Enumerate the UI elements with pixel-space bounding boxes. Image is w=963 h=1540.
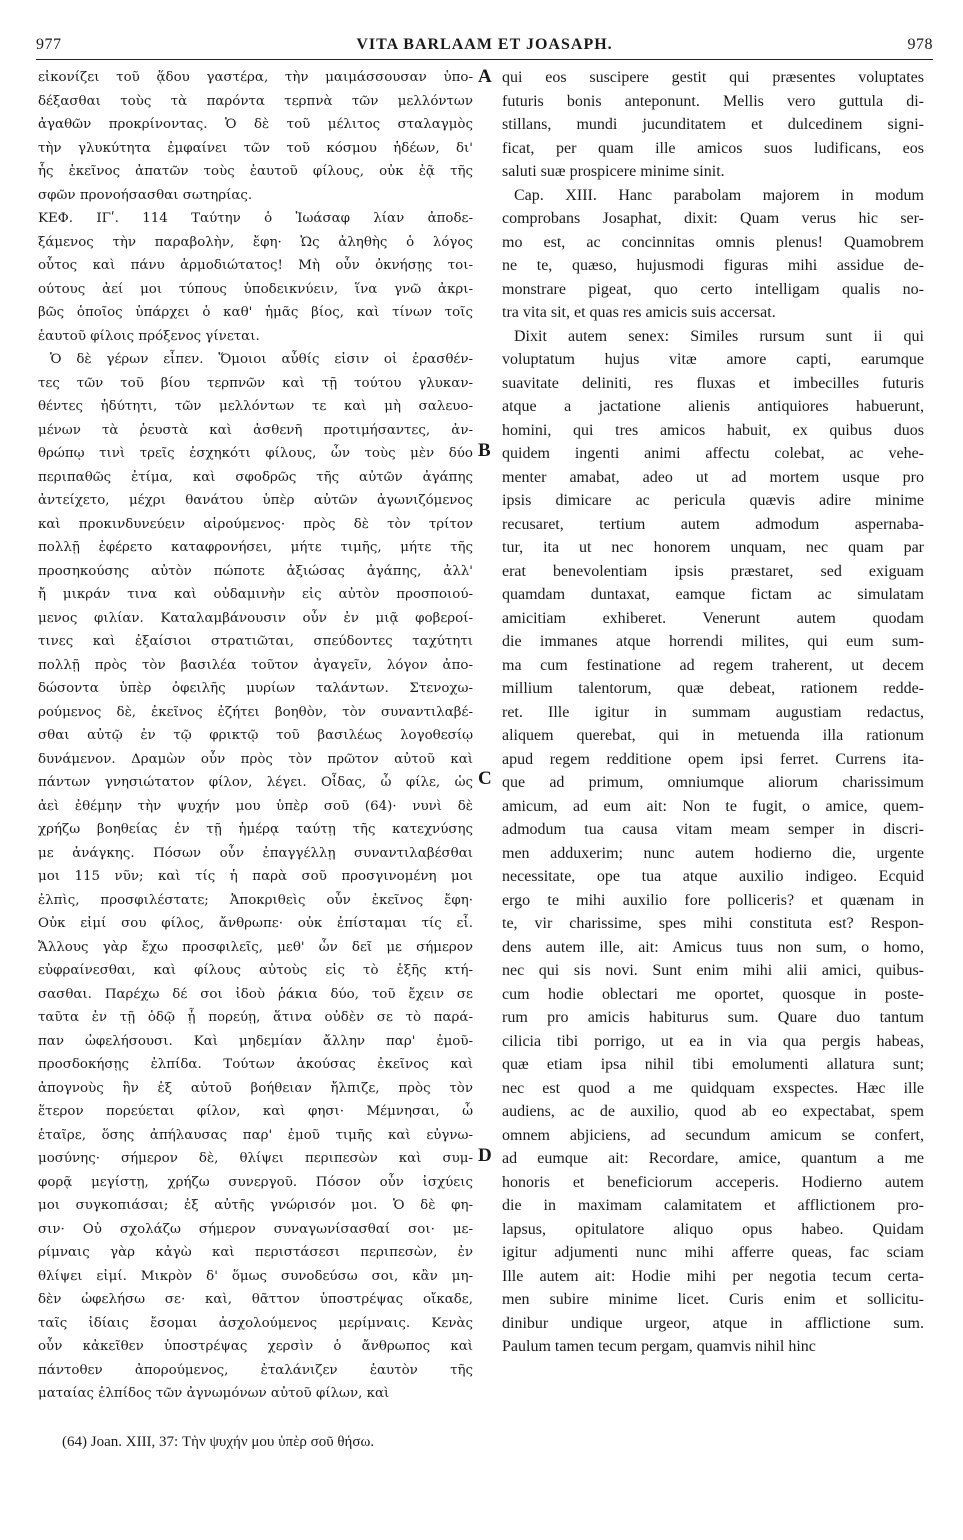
text-line: ΚΕΦ. ΙΓʹ. 114 Ταύτην ὁ Ἰωάσαφ λίαν ἀποδε- (38, 211, 473, 226)
latin-column (502, 66, 924, 1359)
text-line: ad eumque ait: Recordare, amice, quantum a me (502, 1150, 924, 1167)
text-line: πολλῇ πρὸς τὸν βασιλέα τοῦτον ἀγαγεῖν, λόγον ἀπο- (38, 657, 473, 673)
text-line: honoris et beneficiorum acceperis. Hodierno autem (502, 1173, 924, 1191)
text-line: ρίμναις γὰρ κἀγὼ καὶ περιστάσεσι περιπεσὼν, ἐν (38, 1245, 473, 1260)
text-line: ἀγαθῶν προκρίνοντας. Ὁ δὲ τοῦ μέλιτος σταλαγμὸς (38, 117, 473, 132)
text-line: te, vir charissime, spes mihi constituta est? Respon- (502, 915, 924, 932)
text-line: omnem abjiciens, ad secundum amicum se confert, (502, 1126, 924, 1144)
text-line: Ille autem ait: Hodie mihi per negotia tecum certa- (502, 1267, 924, 1285)
text-line: ret. Ille igitur in summam augustiam redactus, (502, 703, 924, 721)
text-line: dens autem ille, ait: Amicus tuus non sum, o homo, (502, 938, 924, 956)
text-line: παν ὠφελήσουσι. Καὶ μηδεμίαν ἄλλην παρ' ἐμοῦ- (38, 1033, 473, 1049)
text-line: ξάμενος τὴν παραβολὴν, ἔφη· Ὡς ἀληθὴς ὁ λόγος (38, 234, 473, 250)
text-line: cilicia tibi porrigo, ut ea in via qua pergis habeas, (502, 1032, 924, 1050)
text-line: ἧς ἐκεῖνος ἀπατῶν τοὺς ἑαυτοῦ φίλους, οὐκ ἐᾷ τῆς (38, 164, 473, 179)
text-line: apud regem redditione opem ipsi ferret. Currens ita- (502, 750, 924, 768)
text-line: σφῶν προνοήσασθαι σωτηρίας. (38, 187, 253, 203)
text-line: dinibur undique urgeor, atque in afflictione sum. (502, 1314, 924, 1332)
text-line: μοι 115 νῦν; καὶ τίς ἡ παρὰ σοῦ προσγινομένη μοι (38, 869, 473, 884)
footnote: (64) Joan. XIII, 37: Τὴν ψυχήν μου ὑπὲρ σοῦ θήσω. (62, 1434, 375, 1450)
text-line: aliquem querebat, qui in metuenda illa rationum (502, 727, 924, 744)
text-line: comprobans Josaphat, dixit: Quam verus hic ser- (502, 210, 924, 227)
text-line: necessitate, ope tua atque auxilio indigeo. Ecquid (502, 868, 924, 885)
text-line: καὶ προκινδυνεύειν αἱρούμενος· πρὸς δὲ τὸν τρίτον (38, 516, 473, 532)
text-line: Οὐκ εἰμί σου φίλος, ἄνθρωπε· οὐκ ἐπίσταμαι τίς εἶ. (38, 916, 473, 931)
text-line: ἑαυτοῦ φίλοις πρόξενος γίνεται. (38, 328, 260, 344)
text-line: ούτους ἀεί μοι τύπους ὑποδεικνύειν, ἵνα γνῶ ἀκρι- (38, 281, 473, 297)
text-line: men adduxerim; nunc autem hodierno die, urgente (502, 844, 924, 862)
text-line: homini, qui tres amicos habuit, ex quibus duos (502, 421, 924, 439)
text-line: ταῦτα ἐν τῇ ὁδῷ ᾗ πορεύῃ, ἅτινα οὐδὲν σε τὸ παρά- (38, 1010, 473, 1025)
text-line: Cap. XIII. Hanc parabolam majorem in modum (514, 186, 924, 204)
text-line: ματαίας ἐλπίδος τῶν ἀγνωμόνων αὐτοῦ φίλων, καὶ (38, 1386, 390, 1401)
text-line: que ad primum, omniumque aliorum charissimum (502, 774, 924, 791)
page-number-right: 978 (907, 36, 933, 53)
text-line: ἐλπὶς, προσφιλέστατε; Ἀποκριθεὶς οὖν ἐκεῖνος ἔφη· (38, 892, 473, 908)
text-line: προσηκούσης αὐτὸν πώποτε ἀξιώσας ἀγάπης, ἀλλ' (38, 563, 473, 579)
text-line: stillans, mundi jucunditatem et dulcedinem signi- (502, 116, 924, 133)
text-line: τες τῶν τοῦ βίου τερπνῶν καὶ τῇ τούτου γλυκαν- (38, 375, 473, 391)
text-line: amicum, ad eum ait: Non te fugit, o amice, quem- (502, 797, 924, 815)
text-line: μένων τὰ ῥευστὰ καὶ ἀσθενῆ προτιμήσαντες, ἀν- (38, 422, 473, 438)
text-line: tra vita sit, et quas res amicis suis accersat. (502, 304, 776, 321)
marker-a: A (478, 66, 492, 87)
page-number-left: 977 (36, 36, 62, 53)
text-line: admodum tua causa vitam meam semper in discri- (502, 821, 924, 838)
text-line: ergo te mihi auxilio fore polliceris? et quænam in (502, 891, 924, 909)
text-line: περιπαθῶς ἐτίμα, καὶ σφοδρῶς τῆς αὐτῶν ἀγάπης (38, 469, 473, 485)
text-line: quidem ingenti animi affectu colebat, ac vehe- (502, 445, 924, 462)
text-line: Ὁ δὲ γέρων εἶπεν. Ὅμοιοι αὖθίς εἰσιν οἱ ἐρασθέν- (50, 352, 473, 367)
text-line: ἤ μικράν τινα καὶ οὐδαμινὴν εἰς αὐτὸν προσποιού- (38, 587, 473, 602)
text-line: futuris bonis anteponunt. Mellis vero guttula di- (502, 92, 924, 110)
text-line: προσδοκήσῃς ἐλπίδα. Τούτων ἀκούσας ἐκεῖνος καὶ (38, 1057, 473, 1072)
text-line: εὐφραίνεσθαι, καὶ φίλους αὐτοὺς εἰς τὸ ἑξῆς κτή- (38, 963, 473, 978)
text-line: ficat, per quam ille amicos suos ludificans, eos (502, 139, 924, 157)
text-line: μοι συγκοπιάσαι; ἐξ αὐτῆς γνώρισόν μοι. Ὁ δὲ φη- (38, 1198, 473, 1213)
text-line: ρούμενος δὲ, ἐκεῖνος ἐζήτει βοηθὸν, τὸν συναντιλαβέ- (38, 704, 473, 720)
text-line: Paulum tamen tecum pergam, quamvis nihil hinc (502, 1338, 816, 1355)
text-line: θέντες ἡδύτητι, τῶν μελλόντων τε καὶ μὴ σαλευο- (38, 399, 473, 414)
text-line: audiens, ac de auxilio, quod ab eo expectabat, spem (502, 1103, 924, 1120)
text-line: ταῖς ἰδίαις ἔσομαι ἀσχολούμενος μερίμναις. Κενὰς (38, 1315, 473, 1331)
marker-c: C (478, 768, 492, 789)
text-line: tur, ita ut nec honorem unquam, nec quam par (502, 539, 924, 556)
text-line: ne te, quæso, hujusmodi figuras mihi assidue de- (502, 257, 924, 274)
text-line: μοσύνης· σήμερον δὲ, θλίψει περιπεσὼν καὶ συμ- (38, 1151, 473, 1166)
text-line: χρήζω βοηθείας ἐν τῇ ἡμέρᾳ ταύτῃ τῆς κατεχνύσης (38, 822, 473, 837)
text-line: millium talentorum, quæ debeat, rationem redde- (502, 680, 924, 697)
marker-b: B (478, 440, 491, 461)
text-line: quæ etiam ipsa nihil tibi emolumenti allatura sunt; (502, 1056, 924, 1073)
text-line: πάντων γνησιώτατον φίλον, λέγει. Οἶδας, ὦ φίλε, ὡς (38, 775, 473, 790)
text-line: θλίψει εἰμί. Μικρὸν δ' ὅμως συνοδεύσω σοι, κἂν μη- (38, 1268, 473, 1284)
text-line: ἀεὶ ἐθέμην τὴν ψυχήν μου ὑπὲρ σοῦ (64)· νυνὶ δὲ (38, 798, 473, 814)
running-header (36, 36, 933, 58)
text-line: ἕτερον πορεύεται φίλον, καὶ φησι· Μέμνησαι, ὦ (38, 1104, 473, 1119)
text-line: nec qui sis novi. Sunt enim mihi alii amici, quibus- (502, 962, 924, 979)
header-rule (36, 59, 933, 60)
text-line: igitur adjumenti nunc mihi afferre queas, fac sciam (502, 1244, 924, 1261)
text-line: qui eos suscipere gestit qui præsentes voluptates (502, 69, 924, 86)
text-line: ipsis dimicare ac pericula quævis adire minime (502, 492, 924, 509)
text-line: φορᾷ μεγίστῃ, χρήζω συνεργοῦ. Πόσον οὖν ἰσχύεις (38, 1174, 473, 1190)
text-line: atque a jactatione alienis antiquiores habuerunt, (502, 398, 924, 415)
text-line: amicitiam exhiberet. Venerunt autem quodam (502, 609, 924, 627)
text-line: οὗτος καὶ πάνυ ἁρμοδιώτατος! Μὴ οὖν ὀκνήσῃς τοι- (38, 258, 473, 273)
text-line: σθαι αὐτῷ ἐν τῷ φρικτῷ τοῦ βασιλέως λογοθεσίῳ (38, 728, 473, 743)
text-line: erat benevolentiam ipsis præstaret, sed exiguam (502, 562, 924, 580)
text-line: die immanes atque horrendi milites, qui eum sum- (502, 633, 924, 650)
text-line: με ἀνάγκης. Πόσων οὖν ἐπαγγέλλῃ συναντιλαβέσθαι (38, 845, 473, 861)
text-line: ἀντείχετο, μέχρι θανάτου ὑπὲρ αὐτῶν ἀγωνιζόμενος (38, 493, 473, 508)
text-line: πολλῇ ἐφέρετο καταφρονήσει, μήτε τιμῆς, μήτε τῆς (38, 540, 473, 555)
text-line: τὴν γλυκύτητα ἐμφαίνει τῶν τοῦ κόσμου ἡδέων, δι' (38, 140, 473, 156)
marker-d: D (478, 1145, 492, 1166)
text-line: ἑταῖρε, ὅσης ἀπήλαυσας παρ' ἐμοῦ τιμῆς καὶ εὐγνω- (38, 1127, 473, 1143)
text-line: quamdam duntaxat, eamque fictam ac simulatam (502, 586, 924, 603)
text-line: μενος φιλίαν. Καταλαμβάνουσιν οὖν ἐν μιᾷ φοβεροί- (38, 610, 473, 626)
text-line: cum hodie oblectari me oportet, quosque in poste- (502, 985, 924, 1003)
text-line: voluptatum hujus vitæ amore capti, earumque (502, 351, 924, 368)
text-line: saluti suæ prospicere minime sinit. (502, 163, 725, 180)
text-line: σιν· Οὐ σχολάζω σήμερον συναγωνίσασθαί σοι· με- (38, 1221, 473, 1237)
text-line: πάντοθεν ἀπορούμενος, ἐταλάνιζεν ἑαυτὸν τῆς (38, 1362, 473, 1378)
text-line: Dixit autem senex: Similes rursum sunt ii qui (514, 327, 924, 345)
text-line: recusaret, tertium autem admodum aspernaba- (502, 515, 924, 533)
text-line: θρώπῳ τινὶ τρεῖς ἐσχηκότι φίλους, ὧν τοὺς μὲν δύο (38, 446, 473, 461)
running-title: VITA BARLAAM ET JOASAPH. (356, 36, 613, 53)
text-line: δὲν ὠφελήσω σε· καὶ, θᾶττον ὑποστρέψας οἴκαδε, (38, 1292, 473, 1307)
text-line: men subire minime licet. Curis enim et sollicitu- (502, 1291, 924, 1308)
text-line: σασθαι. Παρέχω δέ σοι ἰδοὺ ῥάκια δύο, τοῦ ἔχειν σε (38, 986, 473, 1002)
text-line: rum pro amicis habiturus sum. Quare duo tantum (502, 1009, 924, 1026)
text-line: βῶς ὁποῖος ὑπάρχει ὁ καθ' ἡμᾶς βίος, καὶ τίνων τοῖς (38, 305, 473, 320)
text-line: οὖν κἀκεῖθεν ὑποστρέψας χερσὶν ὁ ἄνθρωπος καὶ (38, 1339, 473, 1354)
text-line: Ἄλλους γὰρ ἔχω προσφιλεῖς, μεθ' ὧν δεῖ με σήμερον (38, 939, 473, 955)
text-line: nec est quod a me quidquam exspectes. Hæc ille (502, 1079, 924, 1097)
text-line: εἰκονίζει τοῦ ᾅδου γαστέρα, τὴν μαιμάσσουσαν ὑπο- (38, 70, 473, 85)
text-line: suavitate deliniti, res fluxas et imbecilles futuris (502, 374, 924, 392)
text-line: menter amabat, adeo ut ad mortem usque pro (502, 468, 924, 486)
text-line: δώσοντα ὑπὲρ ὀφειλῆς μυρίων ταλάντων. Στενοχω- (38, 681, 473, 696)
text-line: ἀπογνοὺς ἣν ἐξ αὐτοῦ βοήθειαν ἤλπιζε, πρὸς τὸν (38, 1080, 473, 1096)
text-line: δέξασθαι τοὺς τὰ παρόντα τερπνὰ τῶν μελλόντων (38, 93, 473, 109)
text-line: mo est, ac concinnitas omnis plenus! Quamobrem (502, 233, 924, 251)
text-line: lapsus, opitulatore aliquo opus habeo. Quidam (502, 1220, 924, 1238)
text-line: ma cum festinatione ad regem traherent, ut decem (502, 656, 924, 674)
text-line: τινες καὶ ἐξαίσιοι στρατιῶται, σπεύδοντες ταχύτητι (38, 634, 473, 649)
text-line: monstrare pigeat, quo certo intelligam qualis no- (502, 280, 924, 298)
text-line: die in maximam calamitatem et afflictionem pro- (502, 1197, 924, 1214)
text-line: δυνάμενον. Δραμὼν οὖν πρὸς τὸν πρῶτον αὐτοῦ καὶ (38, 751, 473, 767)
greek-column (38, 66, 473, 1406)
